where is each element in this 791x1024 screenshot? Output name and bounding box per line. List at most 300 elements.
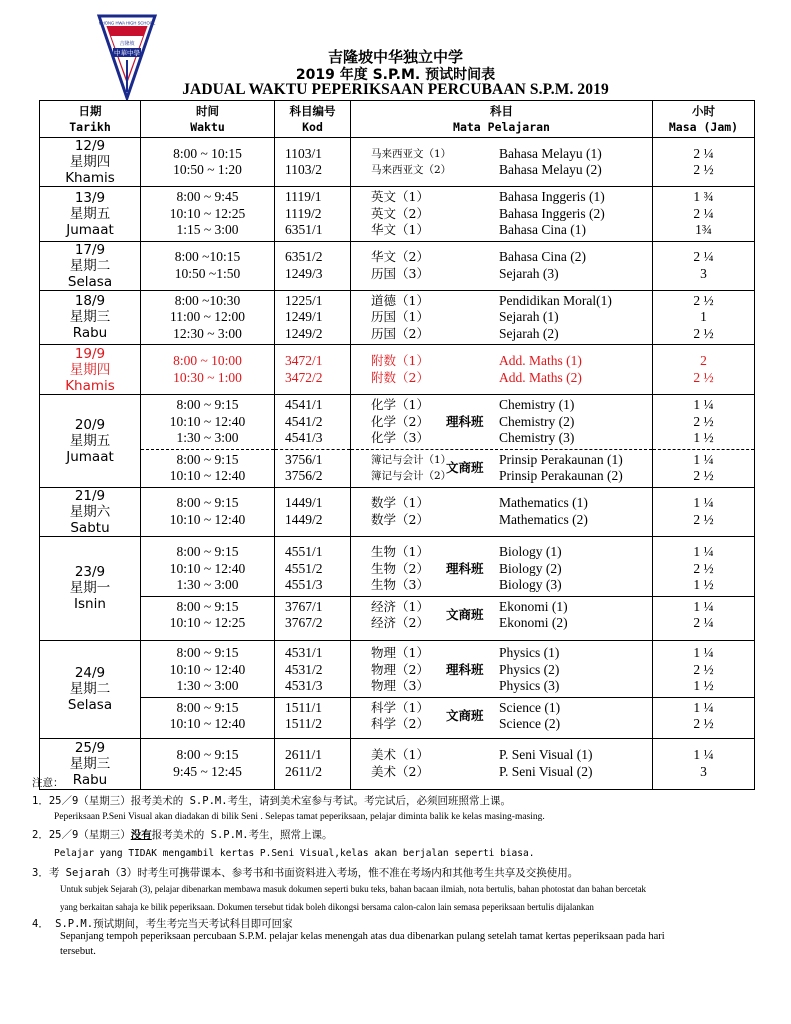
day-row [40, 640, 755, 738]
block-0 [653, 643, 754, 697]
subject-zh: 经济（2） [371, 615, 429, 631]
subject-code: 3756/2 [285, 468, 323, 483]
subject-code: 4531/2 [285, 661, 323, 677]
block-1 [275, 449, 350, 487]
block-0 [653, 542, 754, 596]
subject-cell [351, 345, 653, 395]
date-cell [40, 345, 141, 395]
day-row [40, 738, 755, 789]
code-cell [275, 187, 351, 242]
subject-line [351, 764, 652, 781]
duration-hours: 3 [700, 265, 707, 281]
duration-hours: 2 ½ [693, 468, 714, 483]
subject-code: 1103/1 [285, 145, 322, 161]
subject-ms: Bahasa Inggeris (1) [499, 189, 605, 204]
subject-cell [351, 487, 653, 536]
subject-code: 1511/1 [285, 699, 322, 715]
exam-time: 1:30 ~ 3:00 [176, 430, 239, 445]
subject-cell [351, 290, 653, 345]
subject-ms: Prinsip Perakaunan (2) [499, 468, 623, 483]
day-row [40, 395, 755, 488]
exam-date: 12/9 [74, 138, 106, 154]
date-cell [40, 241, 141, 290]
block-1 [141, 596, 274, 634]
subject-code: 1119/1 [285, 189, 322, 204]
exam-time: 8:00 ~ 9:15 [176, 451, 239, 467]
subject-code: 1449/2 [285, 511, 323, 527]
subject-code: 6351/2 [285, 249, 323, 264]
subject-line [351, 353, 652, 370]
subject-ms: Add. Maths (1) [499, 353, 582, 368]
block-0 [351, 493, 652, 530]
block-0 [141, 247, 274, 284]
subject-zh: 美术（2） [371, 763, 429, 779]
exam-time: 10:50 ~1:50 [174, 265, 241, 281]
block-0 [141, 493, 274, 530]
stream-label: 理科班 [446, 661, 484, 677]
block-0 [653, 144, 754, 181]
weekday-zh: 星期一 [69, 580, 111, 596]
col-header-time: 时间 Waktu [141, 101, 275, 138]
subject-ms: Sejarah (1) [499, 309, 559, 324]
duration-hours: 1¾ [695, 222, 712, 237]
subject-ms: Mathematics (2) [499, 511, 588, 527]
duration-hours: 2 ½ [693, 413, 714, 429]
stream-label: 文商班 [446, 707, 484, 723]
subject-ms: Sejarah (2) [499, 325, 559, 341]
subject-code: 4541/3 [285, 430, 323, 445]
block-0 [275, 144, 350, 181]
svg-text:CHONG HWA HIGH SCHOOL: CHONG HWA HIGH SCHOOL [98, 20, 156, 26]
code-cell [275, 290, 351, 345]
block-1 [141, 449, 274, 487]
subject-line [351, 430, 652, 447]
weekday-zh: 星期四 [69, 154, 111, 170]
subject-line [351, 747, 652, 764]
exam-date: 20/9 [74, 416, 106, 433]
hours-cell [653, 738, 755, 789]
note-2-zh: 2．25／9（星期三）没有报考美术的 S.P.M.考生，照常上课。 [32, 829, 333, 841]
duration-hours: 3 [700, 763, 707, 779]
subject-code: 4551/2 [285, 560, 323, 576]
note-1-zh: 1．25／9（星期三）报考美术的 S.P.M.考生，请到美术室参与考试。考完试后，必须回班照常上课。 [32, 795, 512, 807]
block-0 [653, 395, 754, 449]
block-0 [351, 187, 652, 241]
note-3-ms-line1: Untuk subjek Sejarah (3), pelajar dibenarkan membawa masuk dokumen seperti buku teks, bahan bacaan ilmiah, nota bertulis, bahan photostat dan bahan bercetak [60, 884, 647, 894]
hours-cell [653, 187, 755, 242]
subject-line [351, 495, 652, 512]
subject-cell [351, 640, 653, 738]
date-cell [40, 487, 141, 536]
subject-line [351, 468, 652, 485]
hours-cell [653, 241, 755, 290]
duration-hours: 1 ¼ [693, 397, 714, 412]
timetable-body [40, 138, 755, 790]
weekday-zh: 星期三 [69, 309, 111, 326]
stream-label: 文商班 [446, 459, 484, 475]
time-cell [141, 241, 275, 290]
note-4-ms-line2: tersebut. [60, 946, 96, 957]
weekday-ms: Khamis [65, 170, 115, 186]
subject-ms: Chemistry (3) [499, 430, 575, 445]
code-cell [275, 345, 351, 395]
subject-line [351, 326, 652, 343]
time-cell [141, 640, 275, 738]
subject-line [351, 662, 652, 679]
subject-ms: Bahasa Inggeris (2) [499, 205, 605, 221]
subject-ms: Chemistry (1) [499, 397, 575, 412]
subject-zh: 华文（2） [371, 249, 429, 264]
subject-zh: 华文（1） [371, 222, 429, 237]
duration-hours: 1 ½ [693, 577, 714, 593]
time-cell [141, 395, 275, 488]
duration-hours: 1 ¼ [693, 645, 714, 661]
subject-code: 2611/1 [285, 747, 322, 762]
code-cell [275, 536, 351, 640]
subject-code: 1511/2 [285, 716, 322, 732]
time-cell [141, 536, 275, 640]
duration-hours: 2 ½ [693, 661, 714, 677]
timetable-title-zh: 2019 年度 S.P.M. 预试时间表 [295, 67, 496, 83]
exam-time: 1:30 ~ 3:00 [176, 577, 239, 593]
hours-cell [653, 536, 755, 640]
exam-time: 10:10 ~ 12:40 [169, 661, 246, 677]
block-0 [653, 291, 754, 345]
exam-timetable [39, 100, 755, 790]
subject-ms: P. Seni Visual (1) [499, 747, 593, 762]
weekday-zh: 星期二 [69, 257, 111, 274]
exam-time: 1:15 ~ 3:00 [176, 222, 239, 237]
duration-hours: 1 ¼ [693, 544, 714, 560]
table-header-row [40, 101, 755, 138]
block-0 [653, 745, 754, 782]
duration-hours: 1 ½ [693, 430, 714, 445]
block-1 [653, 596, 754, 634]
subject-code: 4531/1 [285, 645, 323, 661]
day-row [40, 487, 755, 536]
subject-ms: Chemistry (2) [499, 413, 575, 429]
duration-hours: 1 ½ [693, 678, 714, 694]
subject-zh: 化学（3） [371, 430, 429, 445]
subject-line [351, 561, 652, 578]
block-0 [275, 542, 350, 596]
block-1 [351, 449, 652, 487]
day-row [40, 187, 755, 242]
time-cell [141, 290, 275, 345]
subject-code: 1249/2 [285, 325, 323, 341]
duration-hours: 2 ½ [693, 162, 714, 177]
subject-zh: 物理（1） [371, 645, 429, 661]
exam-time: 8:00 ~ 9:15 [176, 397, 239, 412]
subject-line [351, 699, 652, 723]
timetable-title-ms: JADUAL WAKTU PEPERIKSAAN PERCUBAAN S.P.M. 2019 [182, 81, 609, 98]
duration-hours: 2 ¼ [693, 249, 714, 264]
subject-ms: Bahasa Cina (2) [499, 249, 586, 264]
subject-code: 1449/1 [285, 495, 323, 510]
duration-hours: 1 ¼ [693, 451, 714, 467]
subject-line [351, 370, 652, 387]
day-row [40, 241, 755, 290]
weekday-zh: 星期五 [69, 432, 111, 449]
subject-zh: 历国（2） [371, 325, 429, 341]
block-0 [351, 542, 652, 596]
weekday-zh: 星期二 [69, 681, 111, 697]
exam-time: 1:30 ~ 3:00 [176, 678, 239, 694]
subject-zh: 附数（1） [371, 353, 429, 368]
subject-zh: 科学（2） [371, 716, 429, 732]
subject-cell [351, 536, 653, 640]
duration-hours: 2 [700, 353, 707, 368]
note-1-ms: Peperiksaan P.Seni Visual akan diadakan di bilik Seni . Selepas tamat peperiksaan, pelajar diminta balik ke kelas masing-masing. [54, 812, 545, 822]
subject-cell [351, 738, 653, 789]
block-0 [351, 247, 652, 284]
block-0 [141, 144, 274, 181]
subject-cell [351, 395, 653, 488]
subject-ms: Ekonomi (2) [499, 615, 568, 631]
block-0 [141, 745, 274, 782]
date-cell [40, 640, 141, 738]
block-0 [653, 187, 754, 241]
exam-time: 8:00 ~ 9:15 [176, 544, 239, 560]
subject-line [351, 189, 652, 206]
col-header-date: 日期 Tarikh [40, 101, 141, 138]
subject-zh: 科学（1） [371, 699, 429, 715]
weekday-ms: Rabu [72, 325, 108, 342]
duration-hours: 1 [700, 309, 707, 324]
block-1 [275, 697, 350, 735]
weekday-ms: Selasa [67, 273, 113, 290]
subject-code: 1249/3 [285, 265, 323, 281]
subject-zh: 物理（2） [371, 661, 429, 677]
block-1 [351, 697, 652, 735]
subject-line [351, 162, 652, 179]
block-0 [141, 542, 274, 596]
exam-time: 10:10 ~ 12:40 [169, 511, 246, 527]
block-0 [351, 351, 652, 388]
subject-ms: Physics (2) [499, 661, 560, 677]
code-cell [275, 395, 351, 488]
subject-ms: Science (1) [499, 699, 561, 715]
subject-code: 4551/1 [285, 544, 323, 560]
block-0 [351, 643, 652, 697]
duration-hours: 2 ¼ [693, 615, 714, 631]
subject-line [351, 512, 652, 529]
note-2-ms: Pelajar yang TIDAK mengambil kertas P.Seni Visual,kelas akan berjalan seperti biasa. [54, 848, 535, 859]
block-0 [275, 395, 350, 449]
exam-time: 8:00 ~10:15 [174, 249, 241, 264]
subject-ms: Sejarah (3) [499, 265, 559, 281]
subject-code: 4551/3 [285, 577, 323, 593]
note-4-zh: 4． S.P.M.预试期间，考生考完当天考试科目即可回家 [32, 918, 293, 930]
weekday-ms: Jumaat [66, 221, 114, 238]
duration-hours: 1 ¼ [693, 598, 714, 614]
exam-time: 10:30 ~ 1:00 [173, 369, 242, 385]
subject-cell [351, 138, 653, 187]
subject-code: 2611/2 [285, 763, 322, 779]
subject-zh: 英文（1） [371, 189, 429, 204]
subject-zh: 生物（1） [371, 544, 429, 560]
exam-time: 8:00 ~10:30 [174, 292, 241, 308]
day-row [40, 345, 755, 395]
day-row [40, 290, 755, 345]
subject-ms: P. Seni Visual (2) [499, 763, 593, 779]
subject-ms: Pendidikan Moral(1) [499, 292, 612, 308]
block-0 [275, 643, 350, 697]
exam-time: 10:10 ~ 12:40 [169, 468, 246, 483]
block-0 [141, 395, 274, 449]
subject-zh: 附数（2） [371, 369, 429, 385]
time-cell [141, 138, 275, 187]
duration-hours: 2 ¼ [693, 145, 714, 161]
subject-zh: 化学（2） [371, 413, 429, 429]
subject-zh: 簿记与会计（2） [371, 470, 452, 482]
exam-date: 19/9 [74, 345, 106, 362]
subject-ms: Add. Maths (2) [499, 369, 582, 385]
weekday-zh: 星期六 [69, 503, 111, 520]
block-0 [351, 144, 652, 181]
exam-time: 12:30 ~ 3:00 [173, 325, 242, 341]
note-3-ms-line2: yang berkaitan sahaja ke bilik peperiksaan. Dokumen tersebut tidak boleh dikongsi bersama calon-calon lain semasa peperiksaan bertulis dijalankan [60, 902, 594, 912]
subject-ms: Biology (2) [499, 560, 562, 576]
exam-time: 10:50 ~ 1:20 [173, 162, 242, 177]
block-1 [351, 596, 652, 634]
code-cell [275, 738, 351, 789]
exam-time: 10:10 ~ 12:25 [169, 615, 246, 631]
subject-code: 1119/2 [285, 205, 322, 221]
subject-cell [351, 241, 653, 290]
block-0 [351, 291, 652, 345]
weekday-ms: Selasa [67, 697, 113, 713]
exam-time: 8:00 ~ 9:15 [176, 747, 239, 762]
col-header-hours: 小时 Masa (Jam) [653, 101, 755, 138]
subject-code: 3767/1 [285, 598, 323, 614]
block-0 [141, 351, 274, 388]
subject-zh: 马来西亚文（1） [371, 147, 452, 160]
block-0 [141, 643, 274, 697]
exam-time: 8:00 ~ 9:45 [176, 189, 239, 204]
subject-code: 3756/1 [285, 451, 323, 467]
subject-code: 1103/2 [285, 162, 322, 177]
code-cell [275, 487, 351, 536]
time-cell [141, 187, 275, 242]
subject-ms: Physics (3) [499, 678, 560, 694]
subject-cell [351, 187, 653, 242]
weekday-zh: 星期四 [69, 361, 111, 378]
exam-time: 9:45 ~ 12:45 [173, 763, 242, 779]
svg-text:中華中學: 中華中學 [114, 49, 140, 57]
subject-line [351, 716, 652, 733]
subject-ms: Science (2) [499, 716, 561, 732]
weekday-ms: Isnin [74, 596, 106, 612]
hours-cell [653, 640, 755, 738]
code-cell [275, 241, 351, 290]
subject-line [351, 577, 652, 594]
exam-date: 13/9 [74, 189, 106, 206]
subject-line [351, 414, 652, 431]
exam-time: 8:00 ~ 10:15 [173, 145, 242, 161]
subject-line [351, 544, 652, 561]
exam-time: 8:00 ~ 9:15 [176, 645, 239, 661]
subject-zh: 马来西亚文（2） [371, 164, 452, 176]
duration-hours: 1 ¼ [693, 699, 714, 715]
duration-hours: 1 ¼ [693, 747, 714, 762]
subject-ms: Mathematics (1) [499, 495, 588, 510]
subject-zh: 历国（1） [371, 309, 429, 324]
subject-line [351, 146, 652, 163]
exam-time: 11:00 ~ 12:00 [169, 309, 246, 324]
block-0 [653, 247, 754, 284]
subject-line [351, 678, 652, 695]
subject-code: 6351/1 [285, 222, 323, 237]
notes-title: 注意： [32, 777, 64, 789]
duration-hours: 1 ¾ [693, 189, 714, 204]
col-header-code: 科目编号 Kod [275, 101, 351, 138]
block-0 [275, 745, 350, 782]
subject-zh: 数学（1） [371, 495, 429, 510]
weekday-ms: Khamis [65, 377, 115, 394]
subject-zh: 生物（2） [371, 560, 429, 576]
exam-time: 10:10 ~ 12:40 [169, 413, 246, 429]
subject-line [351, 615, 652, 632]
block-0 [141, 291, 274, 345]
subject-code: 4541/2 [285, 413, 323, 429]
stream-label: 理科班 [446, 413, 484, 429]
svg-text:吉隆坡: 吉隆坡 [119, 41, 135, 47]
subject-line [351, 222, 652, 239]
exam-date: 25/9 [74, 739, 106, 756]
subject-zh: 道德（1） [371, 292, 429, 308]
stream-label: 理科班 [446, 560, 484, 576]
block-0 [275, 493, 350, 530]
duration-hours: 2 ½ [693, 716, 714, 732]
note-3-zh: 3．考 Sejarah（3）时考生可携带课本、参考书和书面资料进入考场，惟不准在考场内和其他考生共享及交换使用。 [32, 867, 579, 879]
subject-zh: 生物（3） [371, 577, 429, 593]
exam-date: 21/9 [74, 487, 106, 504]
weekday-zh: 星期三 [69, 755, 111, 772]
exam-date: 24/9 [74, 665, 106, 681]
subject-line [351, 598, 652, 622]
block-0 [275, 247, 350, 284]
subject-ms: Physics (1) [499, 645, 560, 661]
block-0 [351, 395, 652, 449]
subject-zh: 英文（2） [371, 205, 429, 221]
subject-line [351, 645, 652, 662]
time-cell [141, 487, 275, 536]
subject-code: 1225/1 [285, 292, 323, 308]
subject-zh: 经济（1） [371, 598, 429, 614]
hours-cell [653, 138, 755, 187]
subject-line [351, 266, 652, 283]
subject-ms: Biology (1) [499, 544, 562, 560]
duration-hours: 2 ½ [693, 369, 714, 385]
exam-date: 18/9 [74, 293, 106, 310]
subject-zh: 美术（1） [371, 747, 429, 762]
subject-ms: Bahasa Melayu (2) [499, 162, 602, 177]
subject-line [351, 309, 652, 326]
subject-ms: Biology (3) [499, 577, 562, 593]
subject-line [351, 397, 652, 414]
subject-zh: 历国（3） [371, 265, 429, 281]
subject-ms: Bahasa Melayu (1) [499, 145, 602, 161]
block-1 [141, 697, 274, 735]
block-1 [653, 449, 754, 487]
subject-code: 4531/3 [285, 678, 323, 694]
hours-cell [653, 345, 755, 395]
hours-cell [653, 395, 755, 488]
time-cell [141, 738, 275, 789]
exam-time: 8:00 ~ 9:15 [176, 699, 239, 715]
duration-hours: 2 ½ [693, 560, 714, 576]
